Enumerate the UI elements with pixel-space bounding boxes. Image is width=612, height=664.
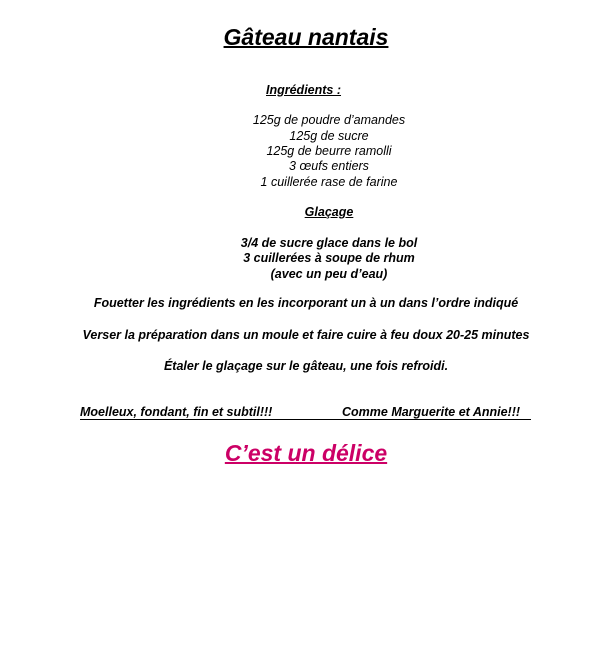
step-2: Verser la préparation dans un moule et faire cuire à feu doux 20-25 minutes <box>82 328 530 342</box>
closing-text: C’est un délice <box>224 440 388 466</box>
ingredient-item: 125g de sucre <box>289 128 369 143</box>
glaze-heading: Glaçage <box>304 205 354 219</box>
ingredient-item: 125g de beurre ramolli <box>266 144 392 158</box>
footer-right: Comme Marguerite et Annie!!! <box>342 405 521 419</box>
footer-underline <box>80 419 531 420</box>
glaze-item: 3/4 de sucre glace dans le bol <box>240 236 418 250</box>
ingredient-item: 125g de poudre d’amandes <box>252 113 406 127</box>
ingredients-heading: Ingrédients : <box>266 83 342 97</box>
footer-left: Moelleux, fondant, fin et subtil!!! <box>80 405 273 419</box>
step-1: Fouetter les ingrédients en les incorporant un à un dans l’ordre indiqué <box>93 296 519 310</box>
step-3: Étaler le glaçage sur le gâteau, une fois refroidi. <box>163 359 449 373</box>
ingredient-item: 3 œufs entiers <box>289 159 369 173</box>
glaze-item: 3 cuillerées à soupe de rhum <box>243 251 415 265</box>
ingredient-item: 1 cuillerée rase de farine <box>260 175 398 189</box>
glaze-item: (avec un peu d’eau) <box>270 267 388 281</box>
page-title: Gâteau nantais <box>223 24 389 50</box>
